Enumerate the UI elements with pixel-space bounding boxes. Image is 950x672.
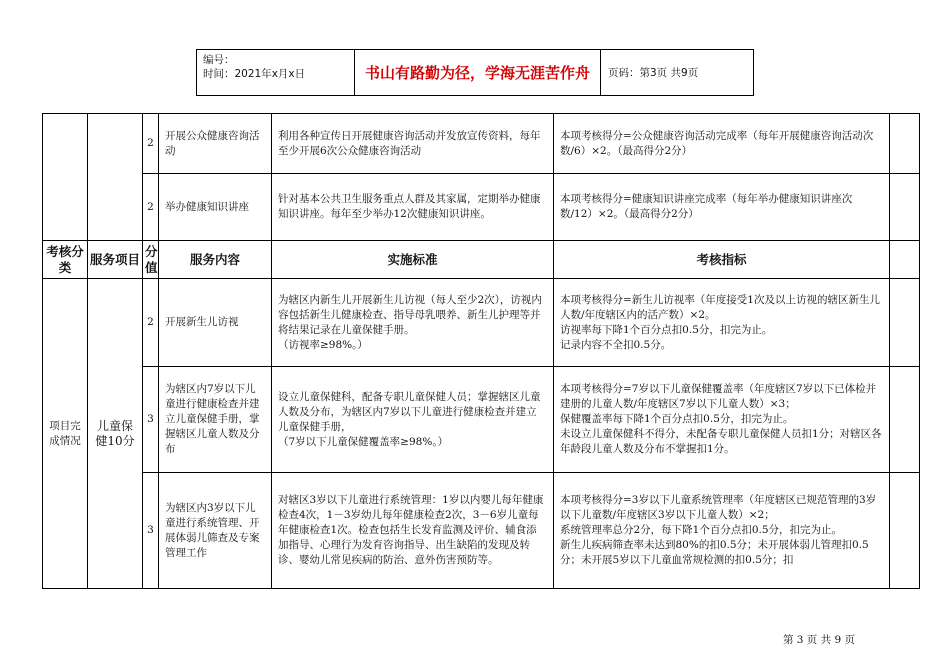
header-motto: 书山有路勤为径，学海无涯苦作舟 <box>355 50 601 95</box>
standard-cell: 利用各种宣传日开展健康咨询活动并发放宣传资料，每年至少开展6次公众健康咨询活动 <box>272 114 554 174</box>
table-row <box>43 114 920 174</box>
header-content: 服务内容 <box>159 241 272 279</box>
indicator-text-3: 未设立儿童保健科不得分，未配备专职儿童保健人员扣1分；对辖区各年龄段儿童人数及分布不掌握扣1分。 <box>560 428 882 455</box>
score-cell: 3 <box>143 473 159 589</box>
standard-note: （访视率≥98%。） <box>278 338 368 351</box>
table-header-row <box>43 241 920 279</box>
standard-text: 设立儿童保健科，配备专职儿童保健人员；掌握辖区儿童人数及分布，为辖区内7岁以下儿童进行健康检查并建立儿童保健手册， <box>278 390 541 433</box>
header-score: 分值 <box>143 241 159 279</box>
assessment-table <box>42 113 920 589</box>
extra-cell <box>890 279 920 367</box>
indicator-text: 本项考核得分=3岁以下儿童系统管理率（年度辖区已规范管理的3岁以下儿童数/年度辖区3岁以下儿童人数）×2； <box>560 494 877 521</box>
category-value: 项目完成情况 <box>43 279 88 589</box>
header-project: 服务项目 <box>88 241 143 279</box>
score-cell: 3 <box>143 367 159 473</box>
indicator-text-3: 记录内容不全扣0.5分。 <box>560 338 672 351</box>
table-row <box>43 279 920 367</box>
extra-cell <box>890 473 920 589</box>
header-category: 考核分类 <box>43 241 88 279</box>
content-cell: 开展新生儿访视 <box>159 279 272 367</box>
extra-cell <box>890 114 920 174</box>
standard-cell <box>272 367 554 473</box>
standard-cell <box>272 473 554 589</box>
indicator-cell <box>554 279 890 367</box>
indicator-text-3: 新生儿疾病筛查率未达到80%的扣0.5分；未开展体弱儿管理扣0.5分；未开展5岁以下儿童血常规检测的扣0.5分；扣 <box>560 539 869 566</box>
indicator-text-2: 访视率每下降1个百分点扣0.5分，扣完为止。 <box>560 323 773 336</box>
standard-note: （7岁以下儿童保健覆盖率≥98%。） <box>278 435 449 448</box>
standard-text: 为辖区内新生儿开展新生儿访视（每人至少2次），访视内容包括新生儿健康检查、指导母乳喂养、新生儿护理等并将结果记录在儿童保健手册。 <box>278 293 542 336</box>
standard-cell: 针对基本公共卫生服务重点人群及其家属，定期举办健康知识讲座。每年至少举办12次健康知识讲座。 <box>272 174 554 241</box>
indicator-text: 本项考核得分=7岁以下儿童保健覆盖率（年度辖区7岁以下已体检并建册的儿童人数/年度辖区7岁以下儿童人数）×3； <box>560 383 877 410</box>
indicator-cell <box>554 367 890 473</box>
extra-cell <box>890 367 920 473</box>
table-row <box>43 367 920 473</box>
indicator-text: 本项考核得分=新生儿访视率（年度接受1次及以上访视的辖区新生儿人数/年度辖区内的活产数）×2。 <box>560 293 880 321</box>
indicator-cell <box>554 473 890 589</box>
project-value: 儿童保健10分 <box>88 279 143 589</box>
empty-project-cell <box>88 114 143 241</box>
header-page-label: 页码：第3页 共9页 <box>608 67 699 79</box>
indicator-text-2: 系统管理率总分2分，每下降1个百分点扣0.5分，扣完为止。 <box>560 524 843 536</box>
table-row <box>43 174 920 241</box>
score-cell: 2 <box>143 279 159 367</box>
standard-cell <box>272 279 554 367</box>
indicator-cell: 本项考核得分=公众健康咨询活动完成率（每年开展健康咨询活动次数/6）×2。（最高得分2分） <box>554 114 890 174</box>
extra-cell <box>890 174 920 241</box>
content-cell: 为辖区内7岁以下儿童进行健康检查并建立儿童保健手册，掌握辖区儿童人数及分布 <box>159 367 272 473</box>
score-cell: 2 <box>143 114 159 174</box>
date-label: 时间：2021年x月x日 <box>203 68 306 80</box>
header-meta <box>197 50 355 95</box>
content-cell: 为辖区内3岁以下儿童进行系统管理、开展体弱儿筛查及专案管理工作 <box>159 473 272 589</box>
content-cell: 举办健康知识讲座 <box>159 174 272 241</box>
number-label: 编号： <box>203 54 235 66</box>
table-row <box>43 473 920 589</box>
content-cell: 开展公众健康咨询活动 <box>159 114 272 174</box>
header-indicator: 考核指标 <box>554 241 890 279</box>
empty-category-cell <box>43 114 88 241</box>
score-cell: 2 <box>143 174 159 241</box>
header-standard: 实施标准 <box>272 241 554 279</box>
header-extra <box>890 241 920 279</box>
page-header <box>196 49 754 96</box>
standard-text: 对辖区3岁以下儿童进行系统管理：1岁以内婴儿每年健康检查4次，1－3岁幼儿每年健康检查2次，3－6岁儿童每年健康检查1次。检查包括生长发育监测及评价、辅食添加指导、心理行为发育咨询指导、出生缺陷的发现及转诊、婴幼儿常见疾病的防治、意外伤害预防等。 <box>278 494 544 566</box>
page-footer: 第 3 页 共 9 页 <box>782 634 855 646</box>
indicator-cell: 本项考核得分=健康知识讲座完成率（每年举办健康知识讲座次数/12）×2。（最高得分2分） <box>554 174 890 241</box>
indicator-text-2: 保健覆盖率每下降1个百分点扣0.5分，扣完为止。 <box>560 413 794 425</box>
